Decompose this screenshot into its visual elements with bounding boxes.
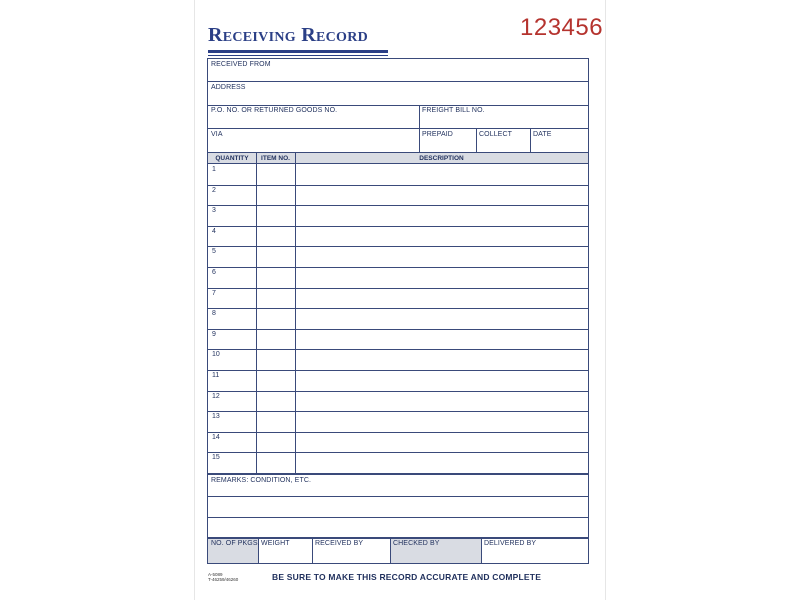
row-divider	[208, 185, 588, 186]
pkgs-label: NO. OF PKGS.	[211, 540, 260, 547]
received-by-label: RECEIVED BY	[315, 540, 364, 547]
row-divider	[208, 452, 588, 453]
address-label: ADDRESS	[211, 84, 246, 91]
row-divider	[208, 432, 588, 433]
divider	[208, 496, 588, 497]
row-divider	[208, 329, 588, 330]
row-number: 4	[212, 227, 216, 235]
divider	[208, 163, 588, 164]
item-no-header: ITEM NO.	[261, 155, 290, 162]
row-number: 2	[212, 186, 216, 194]
row-divider	[208, 349, 588, 350]
via-label: VIA	[211, 131, 223, 138]
row-number: 6	[212, 269, 216, 276]
checked-by-label: CHECKED BY	[393, 540, 440, 547]
divider	[419, 105, 420, 152]
divider	[208, 473, 588, 475]
title-underline	[208, 50, 388, 56]
po-number-label: P.O. NO. OR RETURNED GOODS NO.	[211, 107, 338, 114]
date-label: DATE	[533, 131, 552, 138]
row-divider	[208, 391, 588, 392]
divider	[256, 153, 257, 473]
divider	[390, 538, 391, 563]
received-from-label: RECEIVED FROM	[211, 61, 271, 68]
description-header: DESCRIPTION	[419, 155, 464, 162]
row-divider	[208, 246, 588, 247]
row-divider	[208, 411, 588, 412]
divider	[476, 128, 477, 152]
row-number: 9	[212, 330, 216, 338]
row-number: 8	[212, 310, 216, 318]
row-number: 3	[212, 207, 216, 215]
delivered-by-label: DELIVERED BY	[484, 540, 537, 547]
row-divider	[208, 226, 588, 227]
divider	[208, 128, 588, 129]
row-number: 10	[212, 351, 220, 359]
footer-message: BE SURE TO MAKE THIS RECORD ACCURATE AND COMPLETE	[272, 572, 542, 582]
row-number: 7	[212, 289, 216, 297]
form-code-line2: T-46259/46260	[208, 577, 239, 582]
form-code-line1: A-5089	[208, 572, 223, 577]
divider	[530, 128, 531, 152]
row-divider	[208, 205, 588, 206]
quantity-header: QUANTITY	[215, 155, 249, 162]
collect-label: COLLECT	[479, 131, 512, 138]
receiving-form	[207, 58, 589, 564]
row-number: 13	[212, 413, 220, 421]
weight-label: WEIGHT	[261, 540, 290, 547]
row-divider	[208, 308, 588, 309]
row-number: 11	[212, 372, 220, 379]
divider	[295, 153, 296, 473]
form-code	[208, 572, 238, 582]
divider	[208, 105, 588, 106]
row-number: 1	[212, 166, 216, 173]
row-divider	[208, 288, 588, 289]
row-number: 12	[212, 392, 220, 400]
row-number: 5	[212, 248, 216, 256]
row-divider	[208, 267, 588, 268]
divider	[208, 517, 588, 518]
row-number: 15	[212, 454, 220, 462]
prepaid-label: PREPAID	[422, 131, 453, 138]
serial-number: 123456	[520, 14, 604, 41]
remarks-label: REMARKS: CONDITION, ETC.	[211, 477, 312, 484]
row-number: 14	[212, 433, 220, 441]
form-title: Receiving Record	[208, 24, 369, 46]
row-divider	[208, 370, 588, 371]
divider	[208, 81, 588, 82]
freight-bill-label: FREIGHT BILL NO.	[422, 107, 485, 114]
